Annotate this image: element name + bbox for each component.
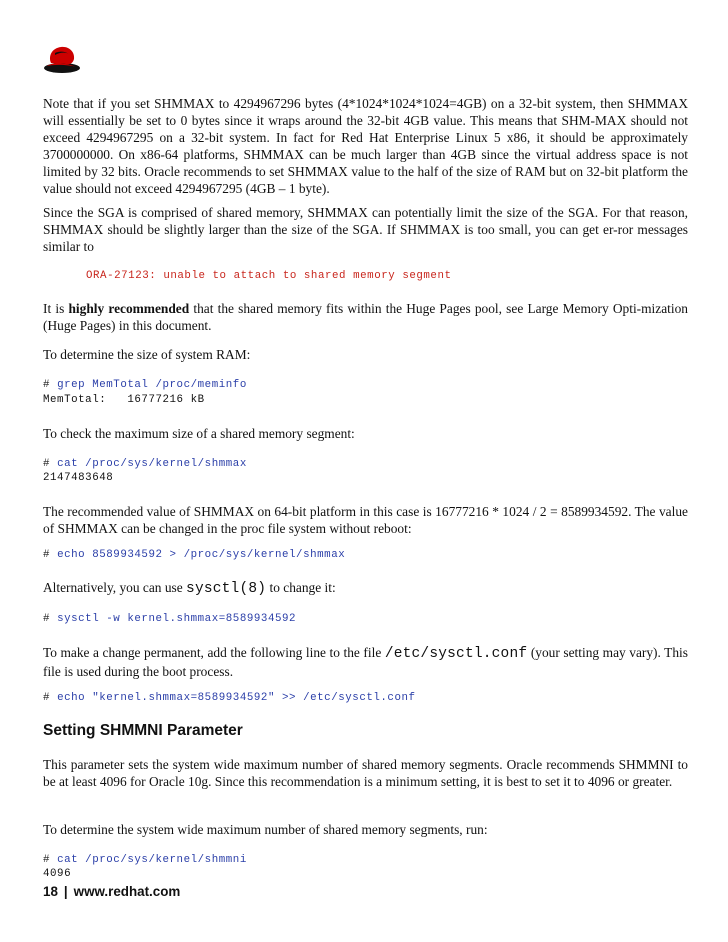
code-shmmax-command: # cat /proc/sys/kernel/shmmax xyxy=(43,458,247,470)
footer-separator: | xyxy=(63,884,68,899)
code-error-message: ORA-27123: unable to attach to shared memory segment xyxy=(86,270,452,282)
code-shmmni-command: # cat /proc/sys/kernel/shmmni xyxy=(43,854,247,866)
page-footer xyxy=(43,884,180,899)
code-shmmni-output: 4096 xyxy=(43,868,72,880)
redhat-shadowman-icon xyxy=(42,44,82,76)
section-heading-shmmni: Setting SHMMNI Parameter xyxy=(43,722,243,739)
code-meminfo-output: MemTotal: 16777216 kB xyxy=(43,394,205,406)
page-number: 18 xyxy=(43,884,58,899)
code-echo-conf-command: # echo "kernel.shmmax=8589934592" >> /etc/sysctl.conf xyxy=(43,692,416,704)
inline-code-sysctl-conf: /etc/sysctl.conf xyxy=(384,646,528,662)
paragraph-check-shmmax: To check the maximum size of a shared memory segment: xyxy=(43,426,355,441)
code-meminfo-command: # grep MemTotal /proc/meminfo xyxy=(43,379,247,391)
paragraph-recommended-value: The recommended value of SHMMAX on 64-bit platform in this case is 16777216 * 1024 / 2 = 8589934592. The value of SHMMAX can be changed in the proc file system without reboot: xyxy=(43,504,688,536)
code-shmmax-output: 2147483648 xyxy=(43,472,114,484)
footer-url: www.redhat.com xyxy=(73,884,181,899)
emphasis-highly-recommended: highly recommended xyxy=(68,301,190,316)
paragraph-sga: Since the SGA is comprised of shared memory, SHMMAX can potentially limit the size of the SGA. For that reason, SHMMAX should be slightly larger than the size of the SGA. If SHMMAX is too small, you can get er-ror messages similar to xyxy=(43,205,688,254)
inline-code-sysctl: sysctl(8) xyxy=(186,581,267,597)
paragraph-determine-shmmni: To determine the system wide maximum number of shared memory segments, run: xyxy=(43,822,488,837)
paragraph-determine-ram: To determine the size of system RAM: xyxy=(43,347,251,362)
paragraph-shmmax-32bit: Note that if you set SHMMAX to 4294967296 bytes (4*1024*1024*1024=4GB) on a 32-bit system, then SHMMAX will essentially be set to 0 bytes since it wraps around the 32-bit 4GB value. This means that SHM-MAX should not exceed 4294967295 on a 32-bit system. In fact for Red Hat Enterprise Linux 5 x86, it should be approximately 3700000000. On x86-64 platforms, SHMMAX can be much larger than 4GB since the virtual address space is not limited by 32 bits. Oracle recommends to set SHMMAX value to the half of the size of RAM but on 32-bit platform the value should not exceed 4294967295 (4GB – 1 byte). xyxy=(43,96,688,196)
code-echo-shmmax-command: # echo 8589934592 > /proc/sys/kernel/shmmax xyxy=(43,549,346,561)
paragraph-shmmni-description: This parameter sets the system wide maximum number of shared memory segments. Oracle recommends SHMMNI to be at least 4096 for Oracle 10g. Since this recommendation is a minimum setting, it is best to set it to 4096 or greater. xyxy=(43,757,688,789)
paragraph-sysctl-alternative: Alternatively, you can use sysctl(8) to change it: xyxy=(43,580,336,597)
code-sysctl-command: # sysctl -w kernel.shmmax=8589934592 xyxy=(43,613,297,625)
paragraph-permanent-change: To make a change permanent, add the following line to the file /etc/sysctl.conf (your setting may vary). This file is used during the boot process. xyxy=(43,645,688,679)
paragraph-huge-pages: It is highly recommended that the shared memory fits within the Huge Pages pool, see Large Memory Opti-mization (Huge Pages) in this document. xyxy=(43,301,688,333)
